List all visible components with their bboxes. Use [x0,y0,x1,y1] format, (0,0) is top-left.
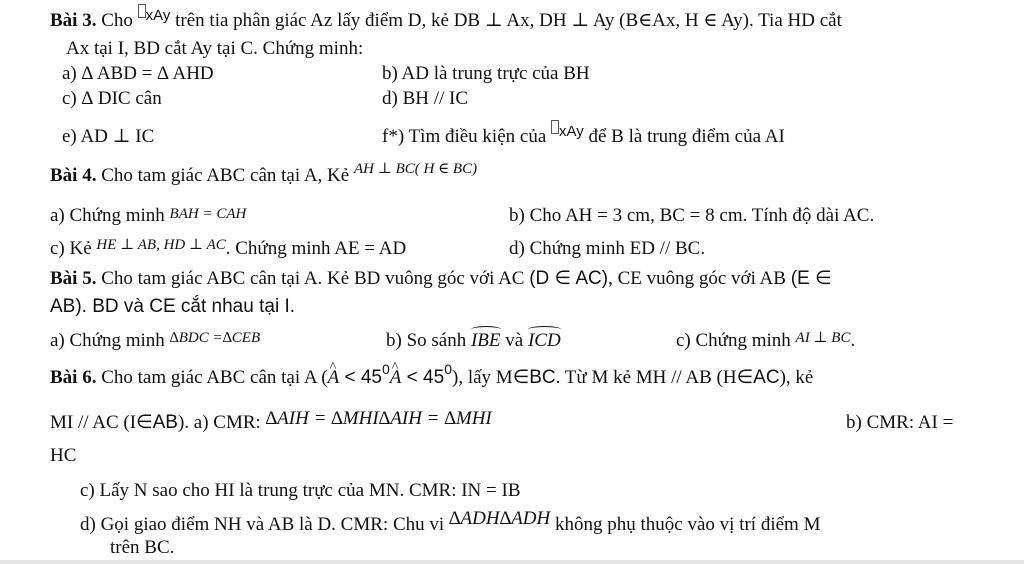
bai6-line2-math: ∆AIH = ∆MHI∆AIH = ∆MHI [265,408,492,429]
bai3-item-d: d) BH // IC [382,88,469,109]
bai5-line1-d: (E ∈ [790,268,832,289]
bai4-c-rest: . Chứng minh AE = AD [225,238,407,259]
bai5-c-dot: . [850,330,856,351]
bai6-line1-ac: ∈AC [736,367,780,388]
bai6-line1-d: ), kẻ [779,367,814,388]
bai4-intro-math: AH ⊥ BC( H ∈ BC) [353,161,478,177]
bai5-b-label: b) So sánh [386,330,467,351]
bai3-item-c: c) ∆ DIC cân [62,88,162,109]
bai3-intro-a: Cho [101,10,133,31]
bai6-line1-b: ), lấy M [452,367,513,388]
bai4-a-math: BAH = CAH [169,206,247,222]
bai6-deg1: 0 [382,361,390,377]
bai6-line1-a: Cho tam giác ABC cân tại A ( [101,367,328,388]
bai4-heading: Bài 4. [50,165,97,186]
angle-ICD: ICD [527,330,561,351]
bai4-item-a [50,205,246,228]
bai5-item-c [676,330,855,353]
bai4-item-c [50,238,406,261]
bai6-line2-b: ). a) CMR: [177,412,261,433]
bai3-item-f [382,123,785,149]
bai3-line1 [50,7,842,33]
bai6-item-d-line2: trên BC. [110,537,175,558]
bai4-c-math: HE ⊥ AB, HD ⊥ AC [96,237,226,253]
bai3-item-e: e) AD ⊥ IC [62,126,155,147]
text-cursor-icon [138,4,146,18]
bai6-line2 [50,408,492,434]
angle-xAy: xAy [145,7,171,24]
bai5-a-math: ∆BDC =∆CEB [169,330,261,346]
bai4-item-b: b) Cho AH = 3 cm, BC = 8 cm. Tính độ dài AC. [509,205,875,226]
angle-A-1: ^ A [328,367,340,389]
page-bottom-edge [0,560,1024,564]
bai5-line1 [50,268,832,290]
bai6-heading: Bài 6. [50,367,97,388]
angle-xAy-f: xAy [559,123,584,140]
bai3-item-b: b) AD là trung trực của BH [382,63,590,84]
bai6-d-a: d) Gọi giao điểm NH và AB là D. CMR: Chu vi [80,514,445,535]
bai4-item-d: d) Chứng minh ED // BC. [509,238,706,259]
bai6-deg2: 0 [444,361,452,377]
bai6-d-b: không phụ thuộc vào vị trí điểm M [555,514,821,535]
bai3-item-a: a) ∆ ABD = ∆ AHD [62,63,214,84]
bai5-heading: Bài 5. [50,268,97,289]
bai3-f-a: f*) Tìm điều kiện của [382,126,547,147]
bai5-b-and: và [505,330,524,351]
bai4-line1 [50,161,478,188]
bai5-line1-b: (D ∈ AC) [529,268,609,289]
bai5-c-label: c) Chứng minh [676,330,791,351]
bai5-c-math: AI ⊥ BC [795,330,851,346]
bai6-line1-bc: ∈BC [512,367,556,388]
bai5-line1-a: Cho tam giác ABC cân tại A. Kẻ BD vuông góc với AC [101,268,525,289]
bai6-item-d [80,508,821,536]
bai6-line2-right: b) CMR: AI = [846,412,954,433]
bai5-a-label: a) Chứng minh [50,330,165,351]
bai6-d-math: ∆ADH∆ADH [448,508,551,529]
bai5-item-a [50,330,260,353]
bai6-cond2: < 45 [401,367,445,388]
bai6-line2-a: MI // AC (I [50,412,137,433]
bai3-line2: Ax tại I, BD cắt Ay tại C. Chứng minh: [66,38,364,59]
text-cursor-icon [551,120,559,134]
bai6-item-c: c) Lấy N sao cho HI là trung trực của MN. CMR: IN = IB [80,480,521,501]
bai5-item-b [386,330,561,352]
bai3-heading: Bài 3. [50,10,97,31]
bai3-intro-b: trên tia phân giác Az lấy điểm D, kẻ DB ⊥ Ax, DH ⊥ Ay (B∈Ax, H ∈ Ay). Tia HD cắt [175,10,842,31]
angle-IBE: IBE [470,330,501,351]
bai6-line3: HC [50,445,77,466]
bai4-intro: Cho tam giác ABC cân tại A, Kẻ [101,165,350,186]
bai5-line1-c: , CE vuông góc với AB [608,268,786,289]
bai4-c-label: c) Kẻ [50,238,92,259]
bai3-f-b: để B là trung điểm của AI [588,126,785,147]
bai6-line1-c: . Từ M kẻ MH // AB (H [555,367,737,388]
bai5-line2: AB). BD và CE cắt nhau tại I. [50,296,295,317]
angle-A-2: ^ A [390,367,402,389]
bai6-cond1: < 45 [339,367,382,388]
bai6-line1 [50,361,814,389]
bai6-line2-ab: ∈AB [136,412,178,433]
bai4-a-label: a) Chứng minh [50,205,165,226]
